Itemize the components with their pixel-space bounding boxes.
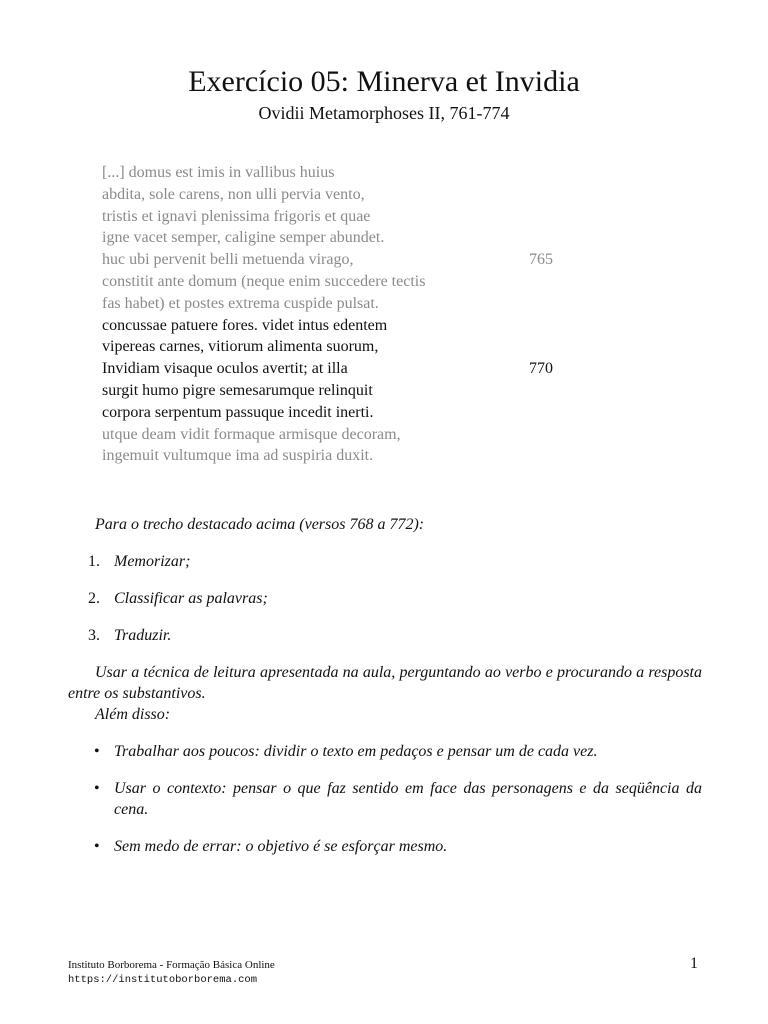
tips-list: [68, 741, 702, 857]
step-text: Classificar as palavras;: [114, 590, 268, 607]
verse-number: 770: [529, 360, 553, 378]
footer: [68, 958, 275, 988]
technique-paragraph: Usar a técnica de leitura apresentada na aula, perguntando ao verbo e procurando a resposta entre os substantivos.: [68, 664, 702, 702]
tip-text: Usar o contexto: pensar o que faz sentido em face das personagens e da seqüência da cena.: [114, 780, 702, 818]
tip-text: Sem medo de errar: o objetivo é se esforçar mesmo.: [114, 838, 448, 855]
verse-text: tristis et ignavi plenissima frigoris et quae: [102, 207, 371, 225]
list-item: [68, 778, 702, 820]
verse-number: 765: [529, 251, 553, 269]
verse-text: utque deam vidit formaque armisque decoram,: [102, 425, 401, 443]
besides-paragraph: Além disso:: [95, 706, 171, 723]
step-text: Traduzir.: [114, 627, 172, 644]
bullet-icon: •: [94, 780, 100, 797]
tip-text: Trabalhar aos poucos: dividir o texto em pedaços e pensar um de cada vez.: [114, 743, 598, 760]
verse-line: [102, 380, 562, 402]
verse-line: [102, 206, 562, 228]
latin-poem: [102, 162, 562, 467]
verse-line: [102, 227, 562, 249]
verse-text: concussae patuere fores. videt intus edentem: [102, 316, 388, 334]
instructions-intro: Para o trecho destacado acima (versos 768 a 772):: [95, 516, 425, 533]
verse-text: ingemuit vultumque ima ad suspiria duxit.: [102, 447, 374, 465]
step-number: 1.: [88, 553, 100, 570]
verse-line: [102, 315, 562, 337]
verse-text: Invidiam visaque oculos avertit; at illa: [102, 360, 348, 378]
bullet-icon: •: [94, 743, 100, 760]
verse-line: [102, 445, 562, 467]
verse-text: corpora serpentum passuque incedit inerti.: [102, 403, 374, 421]
bullet-icon: •: [94, 838, 100, 855]
verse-text: igne vacet semper, caligine semper abundet.: [102, 229, 385, 247]
step-number: 2.: [88, 590, 100, 607]
list-item: [68, 836, 702, 857]
verse-line: [102, 184, 562, 206]
verse-text: constitit ante domum (neque enim succedere tectis: [102, 272, 426, 290]
verse-line: [102, 249, 562, 271]
list-item: [68, 551, 702, 572]
verse-line: [102, 336, 562, 358]
verse-line: [102, 358, 562, 380]
footer-url[interactable]: https://institutoborborema.com: [68, 974, 258, 986]
step-number: 3.: [88, 627, 100, 644]
verse-text: abdita, sole carens, non ulli pervia vento,: [102, 185, 365, 203]
verse-line: [102, 271, 562, 293]
verse-text: vipereas carnes, vitiorum alimenta suorum,: [102, 338, 379, 356]
verse-line: [102, 424, 562, 446]
verse-line: [102, 162, 562, 184]
page-subtitle: Ovidii Metamorphoses II, 761-774: [258, 103, 510, 123]
page-title: Exercício 05: Minerva et Invidia: [188, 65, 580, 98]
verse-text: surgit humo pigre semesarumque relinquit: [102, 381, 373, 399]
list-item: [68, 625, 702, 646]
page-number: 1: [690, 955, 698, 972]
steps-list: [68, 551, 702, 646]
instructions: [68, 514, 702, 873]
list-item: [68, 741, 702, 762]
list-item: [68, 588, 702, 609]
verse-line: [102, 293, 562, 315]
step-text: Memorizar;: [114, 553, 191, 570]
verse-text: huc ubi pervenit belli metuenda virago,: [102, 251, 354, 269]
footer-institution: Instituto Borborema - Formação Básica Online: [68, 959, 275, 971]
verse-text: fas habet) et postes extrema cuspide pulsat.: [102, 294, 379, 312]
verse-line: [102, 402, 562, 424]
verse-text: [...] domus est imis in vallibus huius: [102, 164, 335, 181]
